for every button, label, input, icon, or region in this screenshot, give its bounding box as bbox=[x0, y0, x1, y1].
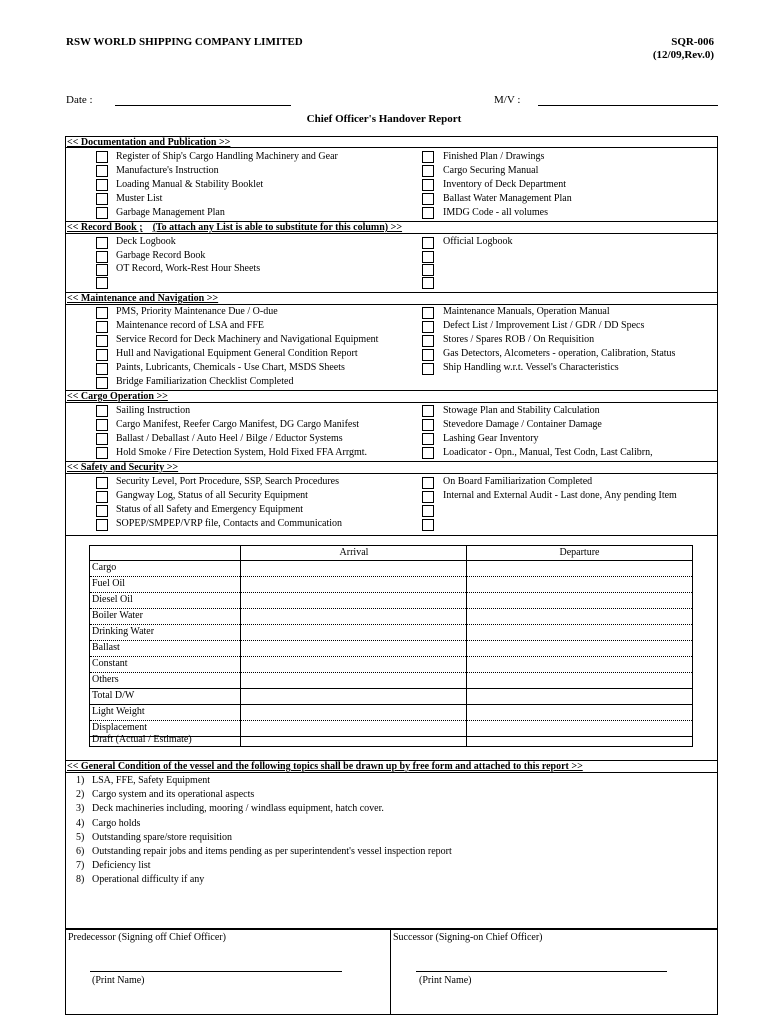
company-name: RSW WORLD SHIPPING COMPANY LIMITED bbox=[66, 36, 303, 48]
section-record-header: << Record Book ; (To attach any List is able to substitute for this column) >> bbox=[65, 221, 718, 234]
table-row[interactable] bbox=[90, 688, 692, 705]
checkbox[interactable] bbox=[422, 349, 434, 361]
checklist-item: Garbage Record Book bbox=[116, 250, 206, 261]
print-name-label: (Print Name) bbox=[419, 975, 472, 986]
checkbox[interactable] bbox=[422, 165, 434, 177]
list-item: 3) Deck machineries including, mooring / windlass equipment, hatch cover. bbox=[76, 803, 384, 815]
checkbox[interactable] bbox=[96, 363, 108, 375]
checkbox[interactable] bbox=[96, 165, 108, 177]
checkbox[interactable] bbox=[96, 321, 108, 333]
section-maintenance-header: << Maintenance and Navigation >> bbox=[65, 292, 718, 305]
checklist-item: On Board Familiarization Completed bbox=[443, 476, 593, 487]
section-safety-header: << Safety and Security >> bbox=[65, 461, 718, 474]
section-documentation-header: << Documentation and Publication >> bbox=[65, 137, 718, 148]
checkbox[interactable] bbox=[422, 237, 434, 249]
table-row[interactable] bbox=[90, 560, 692, 577]
date-label: Date : bbox=[66, 94, 93, 106]
list-item: 8) Operational difficulty if any bbox=[76, 874, 205, 886]
list-item: 5) Outstanding spare/store requisition bbox=[76, 831, 232, 843]
row-label: Constant bbox=[92, 658, 128, 669]
checklist-item: Status of all Safety and Emergency Equipment bbox=[116, 504, 303, 515]
checklist-item: OT Record, Work-Rest Hour Sheets bbox=[116, 263, 261, 274]
table-row[interactable] bbox=[90, 592, 692, 609]
checklist-item: Official Logbook bbox=[443, 236, 513, 247]
checkbox[interactable] bbox=[422, 151, 434, 163]
checkbox[interactable] bbox=[422, 419, 434, 431]
list-item: 1) LSA, FFE, Safety Equipment bbox=[76, 775, 211, 786]
checkbox[interactable] bbox=[422, 179, 434, 191]
row-label: Draft (Actual / Estimate) bbox=[92, 734, 192, 745]
form-number: SQR-006 bbox=[671, 36, 714, 48]
section-general-header: << General Condition of the vessel and the following topics shall be drawn up by free form and attached to this report >> bbox=[65, 760, 718, 773]
table-row[interactable] bbox=[90, 732, 692, 748]
checkbox[interactable] bbox=[96, 237, 108, 249]
checkbox[interactable] bbox=[96, 349, 108, 361]
section-maintenance bbox=[65, 305, 718, 390]
checkbox[interactable] bbox=[96, 505, 108, 517]
checkbox[interactable] bbox=[96, 491, 108, 503]
checklist-item: Hull and Navigational Equipment General Condition Report bbox=[116, 348, 358, 359]
checklist-item: IMDG Code - all volumes bbox=[443, 207, 548, 218]
checkbox[interactable] bbox=[422, 505, 434, 517]
column-header-arrival: Arrival bbox=[339, 547, 369, 558]
form-revision: (12/09,Rev.0) bbox=[652, 49, 714, 61]
checklist-item: PMS, Priority Maintenance Due / O-due bbox=[116, 306, 278, 317]
checkbox[interactable] bbox=[422, 321, 434, 333]
section-safety bbox=[65, 474, 718, 534]
checkbox[interactable] bbox=[422, 433, 434, 445]
checkbox[interactable] bbox=[96, 179, 108, 191]
checklist-item: Register of Ship's Cargo Handling Machinery and Gear bbox=[116, 151, 338, 162]
checkbox[interactable] bbox=[422, 405, 434, 417]
checkbox[interactable] bbox=[96, 193, 108, 205]
checklist-item: Sailing Instruction bbox=[116, 405, 191, 416]
list-item: 4) Cargo holds bbox=[76, 817, 141, 829]
checkbox[interactable] bbox=[96, 477, 108, 489]
checklist-item: Loadicator - Opn., Manual, Test Codn, Last Calibrn, bbox=[443, 447, 653, 458]
row-label: Diesel Oil bbox=[92, 594, 133, 605]
successor-signature-box[interactable] bbox=[390, 929, 718, 1015]
checklist-item: Bridge Familiarization Checklist Completed bbox=[116, 376, 294, 387]
successor-label: Successor (Signing-on Chief Officer) bbox=[393, 932, 543, 943]
signature-line bbox=[416, 971, 667, 972]
table-row[interactable] bbox=[90, 656, 692, 673]
table-row[interactable] bbox=[90, 640, 692, 657]
checklist-item: Lashing Gear Inventory bbox=[443, 433, 539, 444]
checklist-item: Service Record for Deck Machinery and Navigational Equipment bbox=[116, 334, 379, 345]
checklist-item: Hold Smoke / Fire Detection System, Hold Fixed FFA Arrgmt. bbox=[116, 447, 368, 458]
checklist-item: Gangway Log, Status of all Security Equipment bbox=[116, 490, 308, 501]
row-label: Drinking Water bbox=[92, 626, 155, 637]
checklist-item: Cargo Securing Manual bbox=[443, 165, 539, 176]
checklist-item: Gas Detectors, Alcometers - operation, Calibration, Status bbox=[443, 348, 676, 359]
table-row[interactable] bbox=[90, 704, 692, 721]
checklist-item: Ship Handling w.r.t. Vessel's Characteristics bbox=[443, 362, 619, 373]
checklist-item: Finished Plan / Drawings bbox=[443, 151, 545, 162]
checkbox[interactable] bbox=[96, 335, 108, 347]
column-header-departure: Departure bbox=[559, 547, 600, 558]
checkbox[interactable] bbox=[422, 307, 434, 319]
checklist-item: Maintenance record of LSA and FFE bbox=[116, 320, 265, 331]
list-item: 6) Outstanding repair jobs and items pending as per superintendent's vessel inspection report bbox=[76, 846, 452, 858]
checkbox[interactable] bbox=[422, 277, 434, 289]
checklist-item: Cargo Manifest, Reefer Cargo Manifest, DG Cargo Manifest bbox=[116, 419, 360, 430]
row-label: Light Weight bbox=[92, 706, 145, 717]
checklist-item: Ballast Water Management Plan bbox=[443, 193, 572, 204]
checkbox[interactable] bbox=[422, 519, 434, 531]
list-item: 2) Cargo system and its operational aspects bbox=[76, 789, 255, 801]
checkbox[interactable] bbox=[422, 491, 434, 503]
table-row[interactable] bbox=[90, 608, 692, 625]
checkbox[interactable] bbox=[96, 519, 108, 531]
checkbox[interactable] bbox=[422, 264, 434, 276]
table-row[interactable] bbox=[90, 672, 692, 689]
checkbox[interactable] bbox=[96, 447, 108, 459]
checkbox[interactable] bbox=[96, 277, 108, 289]
row-label: Total D/W bbox=[92, 690, 135, 701]
checkbox[interactable] bbox=[422, 363, 434, 375]
checkbox[interactable] bbox=[96, 377, 108, 389]
vessel-label: M/V : bbox=[494, 94, 521, 106]
section-cargo bbox=[65, 403, 718, 460]
checklist-item: Stores / Spares ROB / On Requisition bbox=[443, 334, 595, 345]
row-label: Ballast bbox=[92, 642, 120, 653]
print-name-label: (Print Name) bbox=[92, 975, 145, 986]
section-record bbox=[65, 234, 718, 291]
row-label: Boiler Water bbox=[92, 610, 143, 621]
row-label: Displacement bbox=[92, 722, 147, 733]
checklist-item: Garbage Management Plan bbox=[116, 207, 225, 218]
table-row[interactable] bbox=[90, 576, 692, 593]
checklist-item: Maintenance Manuals, Operation Manual bbox=[443, 306, 610, 317]
checkbox[interactable] bbox=[422, 447, 434, 459]
checklist-item: Inventory of Deck Department bbox=[443, 179, 567, 190]
row-label: Cargo bbox=[92, 562, 117, 573]
row-label: Others bbox=[92, 674, 119, 685]
row-label: Fuel Oil bbox=[92, 578, 126, 589]
section-divider bbox=[65, 535, 718, 536]
signature-line bbox=[90, 971, 342, 972]
checkbox[interactable] bbox=[422, 251, 434, 263]
checklist-item: Stowage Plan and Stability Calculation bbox=[443, 405, 600, 416]
list-item: 7) Deficiency list bbox=[76, 860, 151, 872]
checkbox[interactable] bbox=[422, 335, 434, 347]
general-topics-list bbox=[76, 774, 452, 888]
cargo-quantity-table bbox=[89, 545, 693, 747]
checkbox[interactable] bbox=[96, 307, 108, 319]
section-cargo-header: << Cargo Operation >> bbox=[65, 390, 718, 403]
checklist-item: Security Level, Port Procedure, SSP, Search Procedures bbox=[116, 476, 340, 487]
predecessor-signature-box[interactable] bbox=[65, 929, 391, 1015]
vessel-field[interactable] bbox=[538, 105, 718, 106]
checkbox[interactable] bbox=[422, 477, 434, 489]
predecessor-label: Predecessor (Signing off Chief Officer) bbox=[68, 932, 226, 943]
checkbox[interactable] bbox=[96, 419, 108, 431]
checklist-item: Ballast / Deballast / Auto Heel / Bilge / Eductor Systems bbox=[116, 433, 343, 444]
checklist-item: Loading Manual & Stability Booklet bbox=[116, 179, 264, 190]
checklist-item: Internal and External Audit - Last done, Any pending Item bbox=[443, 490, 677, 501]
checklist-item: SOPEP/SMPEP/VRP file, Contacts and Communication bbox=[116, 518, 343, 529]
checkbox[interactable] bbox=[422, 207, 434, 219]
checklist-item: Stevedore Damage / Container Damage bbox=[443, 419, 602, 430]
section-documentation bbox=[65, 148, 718, 220]
table-row[interactable] bbox=[90, 624, 692, 641]
checkbox[interactable] bbox=[422, 193, 434, 205]
checkbox[interactable] bbox=[96, 151, 108, 163]
checklist-item: Deck Logbook bbox=[116, 236, 176, 247]
report-title: Chief Officer's Handover Report bbox=[306, 113, 462, 125]
checklist-item: Defect List / Improvement List / GDR / DD Specs bbox=[443, 320, 645, 331]
checklist-item: Muster List bbox=[116, 193, 163, 204]
checkbox[interactable] bbox=[96, 264, 108, 276]
checkbox[interactable] bbox=[96, 251, 108, 263]
checklist-item: Manufacture's Instruction bbox=[116, 165, 219, 176]
checkbox[interactable] bbox=[96, 433, 108, 445]
date-field[interactable] bbox=[115, 105, 291, 106]
checkbox[interactable] bbox=[96, 405, 108, 417]
checkbox[interactable] bbox=[96, 207, 108, 219]
form-code bbox=[653, 36, 714, 62]
checklist-item: Paints, Lubricants, Chemicals - Use Chart, MSDS Sheets bbox=[116, 362, 345, 373]
